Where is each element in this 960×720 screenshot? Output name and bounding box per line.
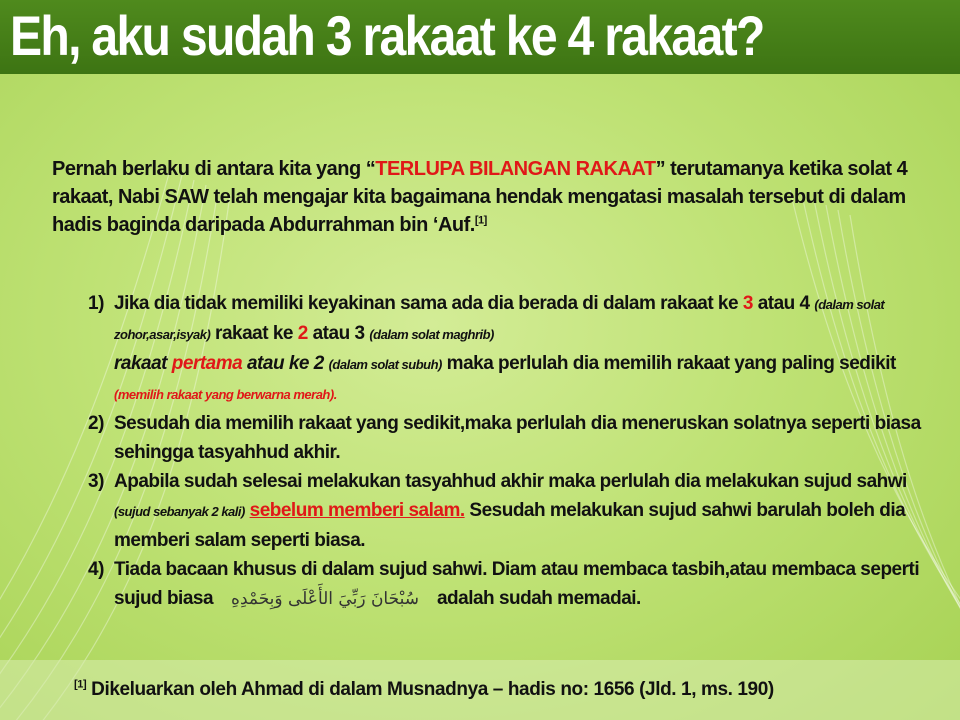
step-item-2 [88,409,938,467]
footnote [74,679,774,701]
intro-highlight: TERLUPA BILANGAN RAKAAT [375,158,656,180]
red-word: pertama [171,353,243,374]
step-text: atau 3 [307,323,370,344]
red-number: 2 [297,323,308,344]
page-title: Eh, aku sudah 3 rakaat ke 4 rakaat? [10,4,764,67]
footnote-reference: [1] [74,678,87,691]
step-item-4 [88,555,938,614]
step-number: 4) [88,559,104,580]
step-text: atau 4 [752,293,815,314]
intro-text-start: Pernah berlaku di antara kita yang “ [52,158,376,180]
step-text: Sesudah melakukan sujud sahwi barulah boleh dia memberi salam seperti biasa. [114,500,906,551]
steps-list [88,289,938,614]
step-number: 2) [88,413,104,434]
step-item-1 [88,289,938,409]
step-note: (dalam solat zohor,asar,isyak) [114,297,885,342]
step-text: maka perlulah dia memilih rakaat yang paling sedikit [441,353,896,374]
step-text: Tiada bacaan khusus di dalam sujud sahwi. Diam atau membaca tasbih,atau membaca seperti sujud biasa [114,559,920,609]
intro-paragraph [52,155,932,239]
step-text: adalah sudah memadai. [436,588,641,609]
arabic-tasbih: سُبْحَانَ رَبِّيَ الأَعْلَى وَبِحَمْدِهِ [231,589,419,609]
step-text: rakaat ke [210,323,298,344]
step-text: Jika dia tidak memiliki keyakinan sama ada dia berada di dalam rakaat ke [114,293,743,314]
underlined-red-phrase: sebelum memberi salam. [249,500,465,521]
step-number: 1) [88,293,104,314]
step-note-red: (memilih rakaat yang berwarna merah). [114,387,337,402]
step-note: (sujud sebanyak 2 kali) [114,504,245,519]
step-text: Apabila sudah selesai melakukan tasyahhud akhir maka perlulah dia melakukan sujud sahwi [114,471,907,492]
step-item-3 [88,467,938,555]
step-note: (dalam solat subuh) [328,357,442,372]
step-note: (dalam solat maghrib) [369,327,494,342]
step-text: rakaat [114,353,172,374]
step-number: 3) [88,471,104,492]
step-text: Sesudah dia memilih rakaat yang sedikit,maka perlulah dia meneruskan solatnya seperti biasa sehingga tasyahhud akhir. [114,413,921,463]
intro-text-end: ” terutamanya ketika solat 4 rakaat, Nabi SAW telah mengajar kita bagaimana hendak mengatasi masalah tersebut di dalam hadis baginda daripada Abdurrahman bin ‘Auf. [52,158,908,236]
footnote-text: Dikeluarkan oleh Ahmad di dalam Musnadnya – hadis no: 1656 (Jld. 1, ms. 190) [86,679,774,700]
red-number: 3 [742,293,753,314]
step-text: atau ke 2 [242,353,329,374]
intro-reference: [1] [474,214,487,227]
